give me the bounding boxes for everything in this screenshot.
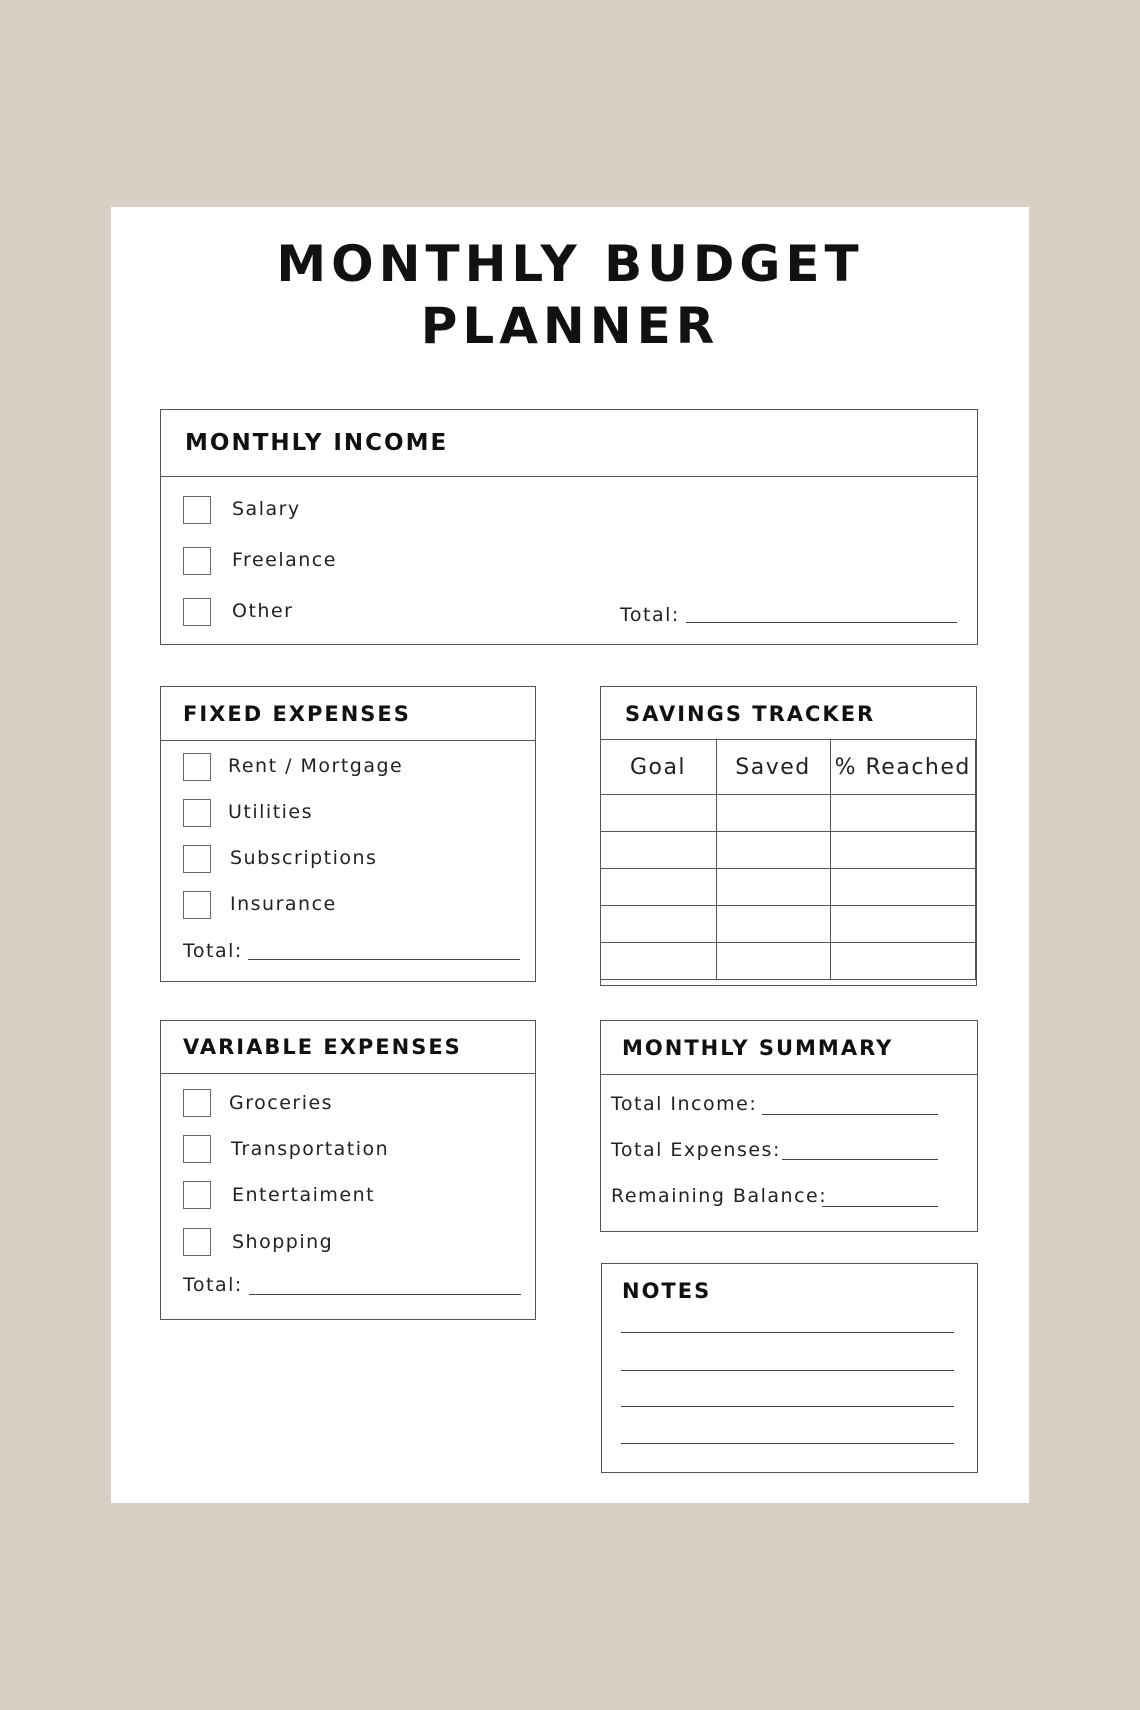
total-expenses-line[interactable] bbox=[782, 1159, 938, 1160]
groceries-checkbox[interactable] bbox=[183, 1089, 211, 1117]
reached-cell[interactable] bbox=[830, 943, 976, 980]
notes-line[interactable] bbox=[621, 1370, 954, 1371]
groceries-label: Groceries bbox=[229, 1092, 334, 1114]
saved-cell[interactable] bbox=[716, 869, 830, 906]
income-total-label: Total: bbox=[620, 604, 680, 626]
notes-section bbox=[601, 1263, 978, 1473]
page-title bbox=[111, 233, 1029, 357]
transportation-label: Transportation bbox=[231, 1138, 390, 1160]
table-row bbox=[600, 906, 976, 943]
variable-total-line[interactable] bbox=[249, 1294, 521, 1295]
saved-cell[interactable] bbox=[716, 906, 830, 943]
monthly-summary-heading-text: MONTHLY SUMMARY bbox=[622, 1035, 894, 1060]
notes-line[interactable] bbox=[621, 1332, 954, 1333]
title-line-2: PLANNER bbox=[420, 297, 720, 355]
other-checkbox[interactable] bbox=[183, 598, 211, 626]
notes-heading bbox=[602, 1264, 977, 1318]
saved-cell[interactable] bbox=[716, 943, 830, 980]
shopping-label: Shopping bbox=[232, 1231, 334, 1253]
salary-label: Salary bbox=[232, 498, 301, 520]
variable-expenses-heading-text: VARIABLE EXPENSES bbox=[183, 1035, 462, 1059]
utilities-checkbox[interactable] bbox=[183, 799, 211, 827]
table-row bbox=[600, 832, 976, 869]
fixed-expenses-section bbox=[160, 686, 536, 982]
table-row bbox=[600, 943, 976, 980]
total-income-line[interactable] bbox=[762, 1114, 938, 1115]
savings-tracker-section bbox=[600, 686, 977, 986]
rent-mortgage-label: Rent / Mortgage bbox=[228, 755, 404, 777]
variable-expenses-section bbox=[160, 1020, 536, 1320]
fixed-total-label: Total: bbox=[183, 940, 243, 962]
other-label: Other bbox=[232, 600, 294, 622]
notes-heading-text: NOTES bbox=[622, 1279, 712, 1303]
shopping-checkbox[interactable] bbox=[183, 1228, 211, 1256]
remaining-balance-line[interactable] bbox=[822, 1206, 938, 1207]
utilities-label: Utilities bbox=[228, 801, 314, 823]
saved-column-header: Saved bbox=[716, 740, 830, 795]
variable-expenses-heading bbox=[161, 1021, 535, 1074]
monthly-income-section bbox=[160, 409, 978, 645]
variable-total-label: Total: bbox=[183, 1274, 243, 1296]
fixed-expenses-heading bbox=[161, 687, 535, 741]
reached-cell[interactable] bbox=[830, 906, 976, 943]
entertainment-checkbox[interactable] bbox=[183, 1181, 211, 1209]
remaining-balance-label: Remaining Balance: bbox=[611, 1185, 828, 1207]
goal-cell[interactable] bbox=[600, 943, 716, 980]
subscriptions-label: Subscriptions bbox=[230, 847, 378, 869]
freelance-label: Freelance bbox=[232, 549, 337, 571]
reached-cell[interactable] bbox=[830, 832, 976, 869]
monthly-summary-section bbox=[600, 1020, 978, 1232]
fixed-total-line[interactable] bbox=[248, 959, 520, 960]
notes-line[interactable] bbox=[621, 1443, 954, 1444]
notes-line[interactable] bbox=[621, 1406, 954, 1407]
goal-column-header: Goal bbox=[600, 740, 716, 795]
monthly-income-heading bbox=[161, 410, 977, 477]
freelance-checkbox[interactable] bbox=[183, 547, 211, 575]
savings-tracker-heading-text: SAVINGS TRACKER bbox=[625, 702, 876, 726]
savings-tracker-heading bbox=[601, 687, 976, 741]
subscriptions-checkbox[interactable] bbox=[183, 845, 211, 873]
total-income-label: Total Income: bbox=[611, 1093, 758, 1115]
saved-cell[interactable] bbox=[716, 832, 830, 869]
savings-header-row bbox=[600, 740, 976, 795]
saved-cell[interactable] bbox=[716, 795, 830, 832]
entertainment-label: Entertaiment bbox=[232, 1184, 376, 1206]
title-line-1: MONTHLY BUDGET bbox=[276, 235, 864, 293]
fixed-expenses-heading-text: FIXED EXPENSES bbox=[183, 701, 411, 726]
table-row bbox=[600, 869, 976, 906]
insurance-checkbox[interactable] bbox=[183, 891, 211, 919]
savings-tracker-table bbox=[600, 739, 977, 980]
monthly-income-heading-text: MONTHLY INCOME bbox=[185, 430, 449, 456]
goal-cell[interactable] bbox=[600, 906, 716, 943]
table-row bbox=[600, 795, 976, 832]
reached-cell[interactable] bbox=[830, 869, 976, 906]
reached-column-header: % Reached bbox=[830, 740, 976, 795]
monthly-summary-heading bbox=[601, 1021, 977, 1075]
goal-cell[interactable] bbox=[600, 795, 716, 832]
goal-cell[interactable] bbox=[600, 832, 716, 869]
income-total-line[interactable] bbox=[686, 622, 957, 623]
reached-cell[interactable] bbox=[830, 795, 976, 832]
total-expenses-label: Total Expenses: bbox=[611, 1139, 781, 1161]
insurance-label: Insurance bbox=[230, 893, 337, 915]
goal-cell[interactable] bbox=[600, 869, 716, 906]
rent-mortgage-checkbox[interactable] bbox=[183, 753, 211, 781]
salary-checkbox[interactable] bbox=[183, 496, 211, 524]
transportation-checkbox[interactable] bbox=[183, 1135, 211, 1163]
planner-page bbox=[111, 207, 1029, 1503]
